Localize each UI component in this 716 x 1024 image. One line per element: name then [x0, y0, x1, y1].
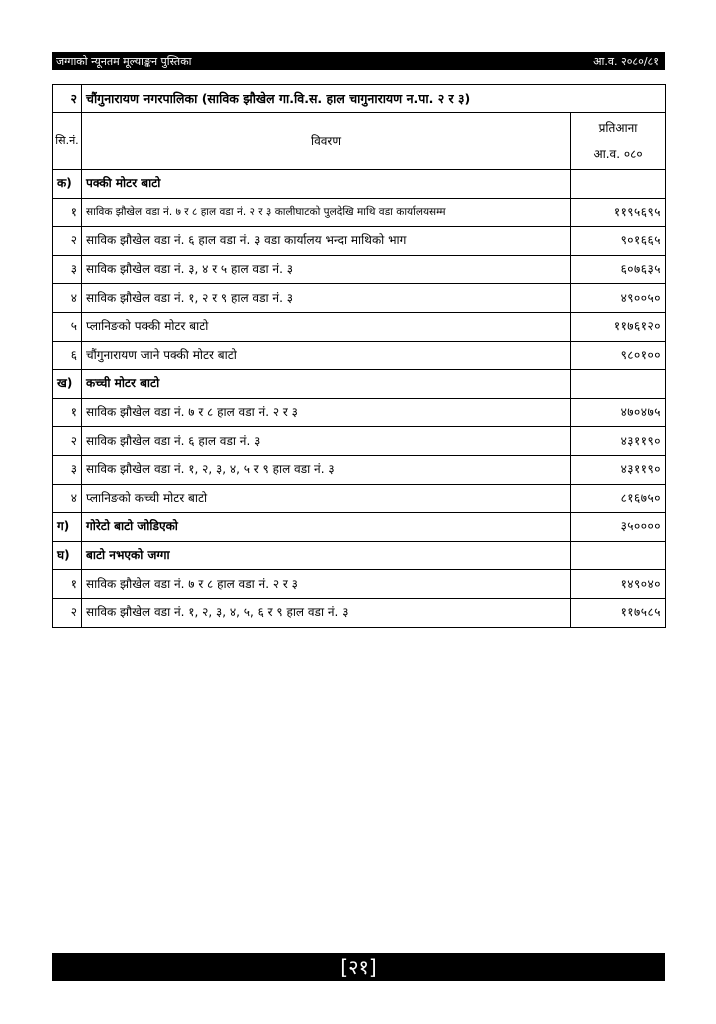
table-row	[53, 427, 666, 456]
row-amount: ६०७६३५	[571, 255, 666, 284]
table-row	[53, 312, 666, 341]
table-row	[53, 598, 666, 627]
header-price	[571, 113, 666, 170]
row-sn: २	[53, 427, 82, 456]
group-title: बाटो नभएको जग्गा	[82, 541, 571, 570]
row-sn: १	[53, 570, 82, 599]
row-description: साविक झौखेल वडा नं. ७ र ८ हाल वडा नं. २ र ३	[82, 398, 571, 427]
header-description: विवरण	[82, 113, 571, 170]
group-label: ग)	[53, 513, 82, 542]
group-label: घ)	[53, 541, 82, 570]
group-label: ख)	[53, 370, 82, 399]
group-amount: ३५००००	[571, 513, 666, 542]
header-bar	[52, 52, 665, 70]
table-row	[53, 255, 666, 284]
row-amount: ९०१६६५	[571, 227, 666, 256]
row-description: साविक झौखेल वडा नं. ७ र ८ हाल वडा नं. २ र ३	[82, 570, 571, 599]
group-label: क)	[53, 170, 82, 199]
row-amount: ११७६१२०	[571, 312, 666, 341]
row-sn: २	[53, 598, 82, 627]
table-header-row	[53, 113, 666, 170]
row-description: साविक झौखेल वडा नं. ६ हाल वडा नं. ३ वडा कार्यालय भन्दा माथिको भाग	[82, 227, 571, 256]
table-row	[53, 198, 666, 227]
row-description: प्लानिङको कच्ची मोटर बाटो	[82, 484, 571, 513]
row-description: साविक झौखेल वडा नं. १, २, ३, ४, ५ र ९ हाल वडा नं. ३	[82, 455, 571, 484]
row-amount: ४९००५०	[571, 284, 666, 313]
row-amount: ११७५८५	[571, 598, 666, 627]
section-number: २	[53, 85, 82, 113]
valuation-table	[52, 84, 666, 628]
row-description: साविक झौखेल वडा नं. १, २, ३, ४, ५, ६ र ९ हाल वडा नं. ३	[82, 598, 571, 627]
footer-bar	[52, 953, 665, 981]
row-amount: ११९५६९५	[571, 198, 666, 227]
group-amount	[571, 170, 666, 199]
group-row	[53, 541, 666, 570]
group-amount	[571, 370, 666, 399]
row-description: प्लानिङको पक्की मोटर बाटो	[82, 312, 571, 341]
table-row	[53, 570, 666, 599]
row-amount: ९८०१००	[571, 341, 666, 370]
row-sn: १	[53, 398, 82, 427]
row-amount: ४७०४७५	[571, 398, 666, 427]
row-sn: ३	[53, 255, 82, 284]
row-amount: ४३११९०	[571, 427, 666, 456]
group-row	[53, 513, 666, 542]
row-amount: १४९०४०	[571, 570, 666, 599]
row-sn: ४	[53, 284, 82, 313]
row-sn: ६	[53, 341, 82, 370]
group-title: पक्की मोटर बाटो	[82, 170, 571, 199]
fiscal-year: आ.व. २०८०/८१	[593, 55, 659, 68]
table-row	[53, 227, 666, 256]
row-description: चौंगुनारायण जाने पक्की मोटर बाटो	[82, 341, 571, 370]
group-title: गोरेटो बाटो जोडिएको	[82, 513, 571, 542]
row-sn: ५	[53, 312, 82, 341]
section-title: चौंगुनारायण नगरपालिका (साविक झौखेल गा.वि.स. हाल चागुनारायण न.पा. २ र ३)	[82, 85, 666, 113]
row-amount: ८१६७५०	[571, 484, 666, 513]
table-row	[53, 398, 666, 427]
header-sn: सि.नं.	[53, 113, 82, 170]
group-row	[53, 370, 666, 399]
book-title: जग्गाको न्यूनतम मूल्याङ्कन पुस्तिका	[56, 55, 192, 68]
row-sn: १	[53, 198, 82, 227]
table-body	[53, 170, 666, 628]
row-amount: ४३११९०	[571, 455, 666, 484]
header-price-line1: प्रतिआना	[598, 121, 638, 135]
table-row	[53, 341, 666, 370]
group-title: कच्ची मोटर बाटो	[82, 370, 571, 399]
group-amount	[571, 541, 666, 570]
row-sn: ४	[53, 484, 82, 513]
page-number: [२१]	[340, 955, 377, 979]
table-row	[53, 484, 666, 513]
section-title-row	[53, 85, 666, 113]
row-description: साविक झौखेल वडा नं. ७ र ८ हाल वडा नं. २ र ३ कालीघाटको पुलदेखि माथि वडा कार्यालयसम्म	[82, 198, 571, 227]
table-row	[53, 455, 666, 484]
row-description: साविक झौखेल वडा नं. १, २ र ९ हाल वडा नं. ३	[82, 284, 571, 313]
table-row	[53, 284, 666, 313]
header-price-line2: आ.व. ०८०	[593, 147, 643, 161]
row-description: साविक झौखेल वडा नं. ६ हाल वडा नं. ३	[82, 427, 571, 456]
row-sn: ३	[53, 455, 82, 484]
row-sn: २	[53, 227, 82, 256]
row-description: साविक झौखेल वडा नं. ३, ४ र ५ हाल वडा नं. ३	[82, 255, 571, 284]
group-row	[53, 170, 666, 199]
